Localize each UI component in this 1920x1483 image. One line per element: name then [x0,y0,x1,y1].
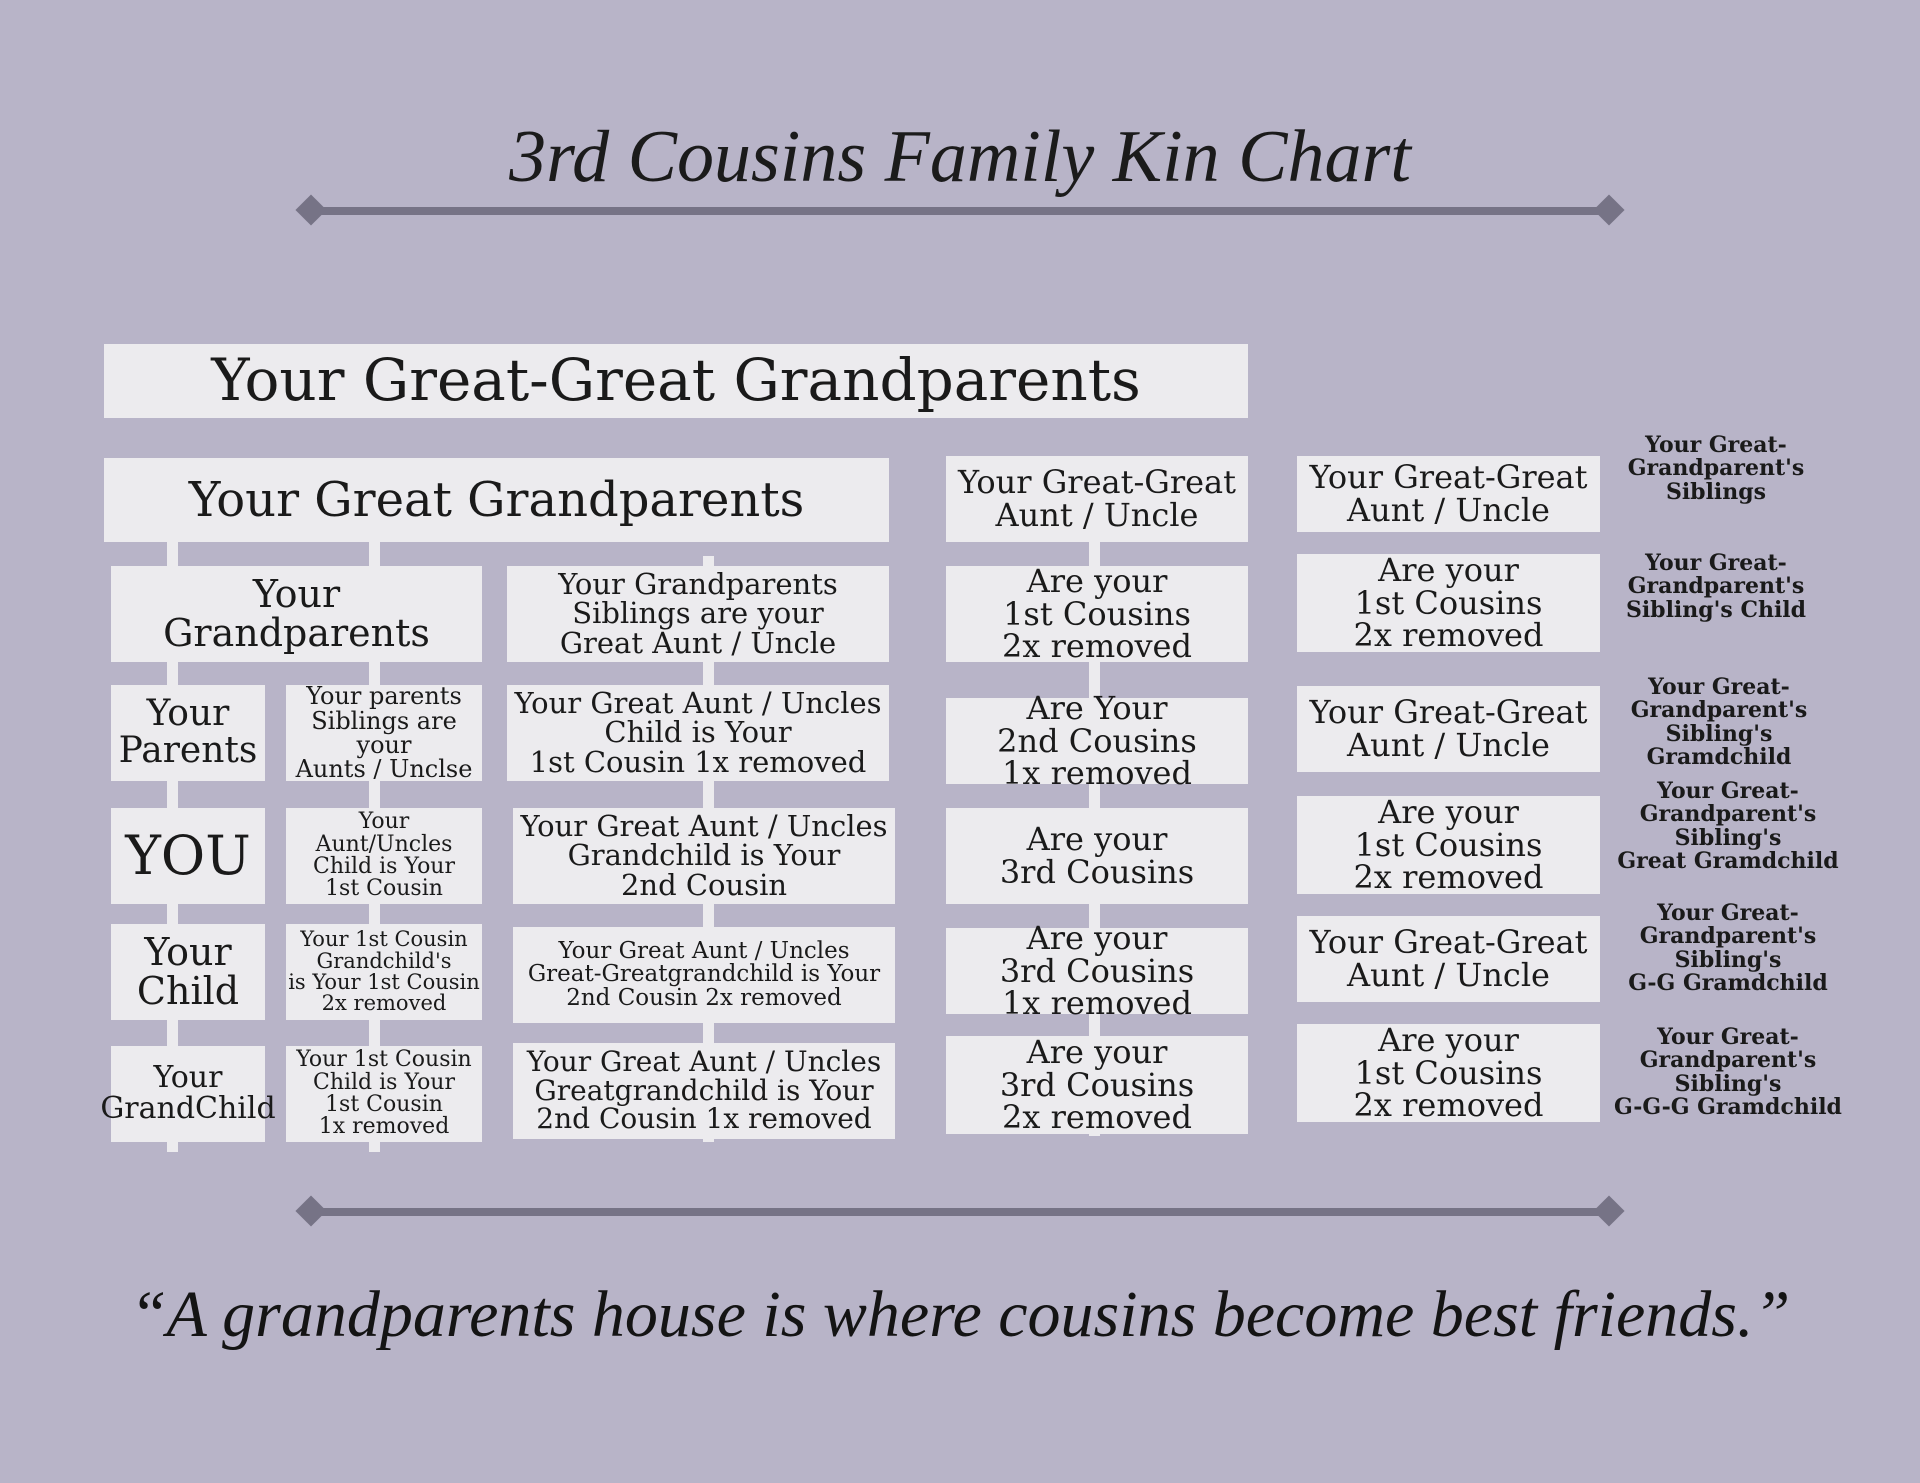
col3-cousin-box [946,562,1248,666]
col3-label: Are Your 2nd Cousins 1x removed [997,689,1197,793]
col4-cousin-box [1297,551,1600,655]
great-aunt-grandchild-box [513,808,895,904]
great-great-grandparents-label: Your Great-Great Grandparents [211,346,1141,415]
parents-siblings-label: Your parents Siblings are your Aunts / Unclse [295,682,473,784]
child-label: Your Child [136,930,240,1013]
child-box [111,924,265,1020]
col3-cousin-box [946,689,1248,793]
grandchild-box [100,1046,276,1142]
col3-label: Are your 3rd Cousins 2x removed [999,1033,1195,1137]
first-cousin-grandchild-label: Your 1st Cousin Grandchild's is Your 1st Cousin 2x removed [288,927,480,1016]
first-cousin-child-label: Your 1st Cousin Child is Your 1st Cousin 1x removed [296,1047,472,1140]
great-grandparents-label: Your Great Grandparents [188,471,805,528]
col4-great-great-aunt-box [1297,456,1600,532]
top-divider [296,196,1624,226]
you-box [111,808,265,904]
chart-title: 3rd Cousins Family Kin Chart [509,116,1411,198]
great-aunt-grandchild-label: Your Great Aunt / Uncles Grandchild is Your 2nd Cousin [520,808,888,902]
first-cousin-child-box [286,1046,482,1142]
side-label: Your Great- Grandparent's Sibling's G-G Gramdchild [1628,900,1828,996]
col3-great-great-aunt-box [946,456,1248,542]
great-aunt-child-label: Your Great Aunt / Uncles Child is Your 1st Cousin 1x removed [514,685,882,779]
grandparents-box [111,566,482,662]
aunt-child-box [286,808,482,904]
side-label: Your Great- Grandparent's Sibling's Great Gramdchild [1617,778,1839,874]
first-cousin-grandchild-box [286,924,482,1020]
col4-label: Your Great-Great Aunt / Uncle [1309,458,1588,529]
great-aunt-child-box [507,685,889,781]
grandparents-siblings-label: Your Grandparents Siblings are your Great Aunt / Uncle [558,566,838,660]
col3-label: Your Great-Great Aunt / Uncle [958,463,1236,534]
col4-label: Are your 1st Cousins 2x removed [1353,793,1544,897]
col4-label: Are your 1st Cousins 2x removed [1353,1021,1544,1125]
grandparents-siblings-box [507,566,889,662]
col4-cousin-box [1297,793,1600,897]
side-label: Your Great- Grandparent's Sibling's Gramdchild [1630,674,1808,770]
great-aunt-great-great-grandchild-box [513,927,895,1023]
col3-label: Are your 1st Cousins 2x removed [1002,562,1192,666]
col3-label: Are your 3rd Cousins 1x removed [999,919,1195,1023]
great-aunt-great-great-grandchild-label: Your Great Aunt / Uncles Great-Greatgrandchild is Your 2nd Cousin 2x removed [527,937,881,1011]
great-great-grandparents-box [104,344,1248,418]
col4-cousin-box [1297,1021,1600,1125]
col4-label: Your Great-Great Aunt / Uncle [1309,923,1588,994]
great-grandparents-box [104,458,889,542]
grandparents-label: Your Grandparents [163,572,430,655]
you-label: YOU [125,824,251,888]
col4-great-great-aunt-box [1297,916,1600,1002]
col3-label: Are your 3rd Cousins [999,820,1195,891]
col4-label: Your Great-Great Aunt / Uncle [1309,693,1588,764]
bottom-divider [296,1197,1624,1227]
col3-cousin-box [946,808,1248,904]
col4-label: Are your 1st Cousins 2x removed [1353,551,1544,655]
parents-siblings-box [286,682,482,784]
parents-label: Your Parents [118,693,258,771]
side-label: Your Great- Grandparent's Sibling's G-G-G Gramdchild [1614,1024,1842,1120]
aunt-child-label: Your Aunt/Uncles Child is Your 1st Cousin [312,809,455,902]
side-label: Your Great- Grandparent's Sibling's Child [1625,550,1807,623]
great-aunt-great-grandchild-label: Your Great Aunt / Uncles Greatgrandchild is Your 2nd Cousin 1x removed [526,1045,882,1136]
grandchild-label: Your GrandChild [100,1060,276,1126]
great-aunt-great-grandchild-box [513,1043,895,1139]
parents-box [111,685,265,781]
quote-text: “A grandparents house is where cousins become best friends.” [129,1278,1791,1351]
col3-cousin-box [946,919,1248,1023]
col4-great-great-aunt-box [1297,686,1600,772]
col3-cousin-box [946,1033,1248,1137]
side-label: Your Great- Grandparent's Siblings [1627,432,1805,505]
